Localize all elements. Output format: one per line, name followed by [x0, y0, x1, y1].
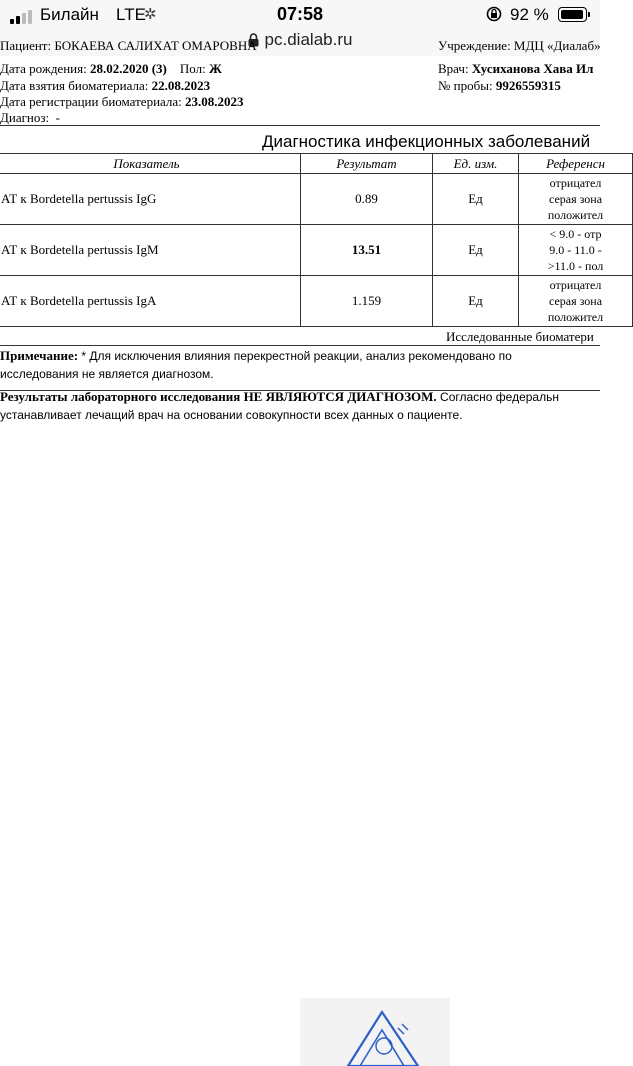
indicator-name: АТ к Bordetella pertussis IgA — [0, 276, 301, 327]
battery-icon — [558, 7, 587, 22]
divider — [0, 125, 600, 126]
sample-taken-line: Дата взятия биоматериала: 22.08.2023 — [0, 78, 211, 93]
indicator-name: АТ к Bordetella pertussis IgG — [0, 174, 301, 225]
section-title: Диагностика инфекционных заболеваний — [262, 132, 591, 151]
network-activity-icon: ✲ — [144, 6, 157, 23]
lab-stamp — [300, 998, 450, 1066]
reference-range: отрицател серая зона положител — [519, 174, 633, 225]
studied-biomaterial: Исследованные биоматери — [446, 329, 594, 344]
result-value: 0.89 — [301, 174, 433, 225]
registration-line: Дата регистрации биоматериала: 23.08.2023 — [0, 94, 244, 109]
reference-range: отрицател серая зона положител — [519, 276, 633, 327]
header-reference: Референсн — [519, 154, 633, 174]
divider — [0, 345, 600, 346]
result-value-flagged: 13.51 — [301, 225, 433, 276]
header-unit: Ед. изм. — [433, 154, 519, 174]
sample-number-line: № пробы: 9926559315 — [438, 78, 561, 93]
rotation-lock-icon — [486, 6, 502, 22]
table-header-row — [0, 154, 633, 174]
carrier-name: Билайн — [40, 5, 99, 24]
indicator-name: АТ к Bordetella pertussis IgM — [0, 225, 301, 276]
table-row — [0, 225, 633, 276]
results-table — [0, 153, 633, 327]
patient-name-clipped: Пациент: БОКАЕВА САЛИХАТ ОМАРОВНА — [0, 38, 257, 53]
unit: Ед — [433, 174, 519, 225]
diagnosis-line: Диагноз: - — [0, 110, 60, 125]
institution-clipped: Учреждение: МДЦ «Диалаб» — [438, 38, 601, 53]
disclaimer-text: Согласно федеральн — [436, 390, 559, 404]
clock: 07:58 — [276, 4, 324, 24]
disclaimer — [0, 388, 559, 424]
result-value: 1.159 — [301, 276, 433, 327]
table-row — [0, 174, 633, 225]
reference-range: < 9.0 - отр 9.0 - 11.0 - >11.0 - пол — [519, 225, 633, 276]
note — [0, 347, 512, 383]
header-result: Результат — [301, 154, 433, 174]
disclaimer-text-line2: устанавливает лечащий врач на основании совокупности всех данных о пациенте. — [0, 408, 463, 422]
battery-percent: 92 % — [510, 5, 549, 24]
disclaimer-bold: Результаты лабораторного исследования НЕ ЯВЛЯЮТСЯ ДИАГНОЗОМ. — [0, 389, 437, 404]
birth-date-line: Дата рождения: 28.02.2020 (3) Пол: Ж — [0, 61, 222, 76]
table-row — [0, 276, 633, 327]
unit: Ед — [433, 276, 519, 327]
note-label: Примечание: — [0, 348, 79, 363]
unit: Ед — [433, 225, 519, 276]
url-text: pc.dialab.ru — [264, 30, 353, 49]
doctor-line: Врач: Хусиханова Хава Ил — [438, 61, 594, 76]
note-text-line2: исследования не является диагнозом. — [0, 367, 214, 381]
network-type: LTE — [116, 5, 146, 24]
header-indicator: Показатель — [0, 154, 301, 174]
note-text: * Для исключения влияния перекрестной реакции, анализ рекомендовано по — [78, 349, 512, 363]
